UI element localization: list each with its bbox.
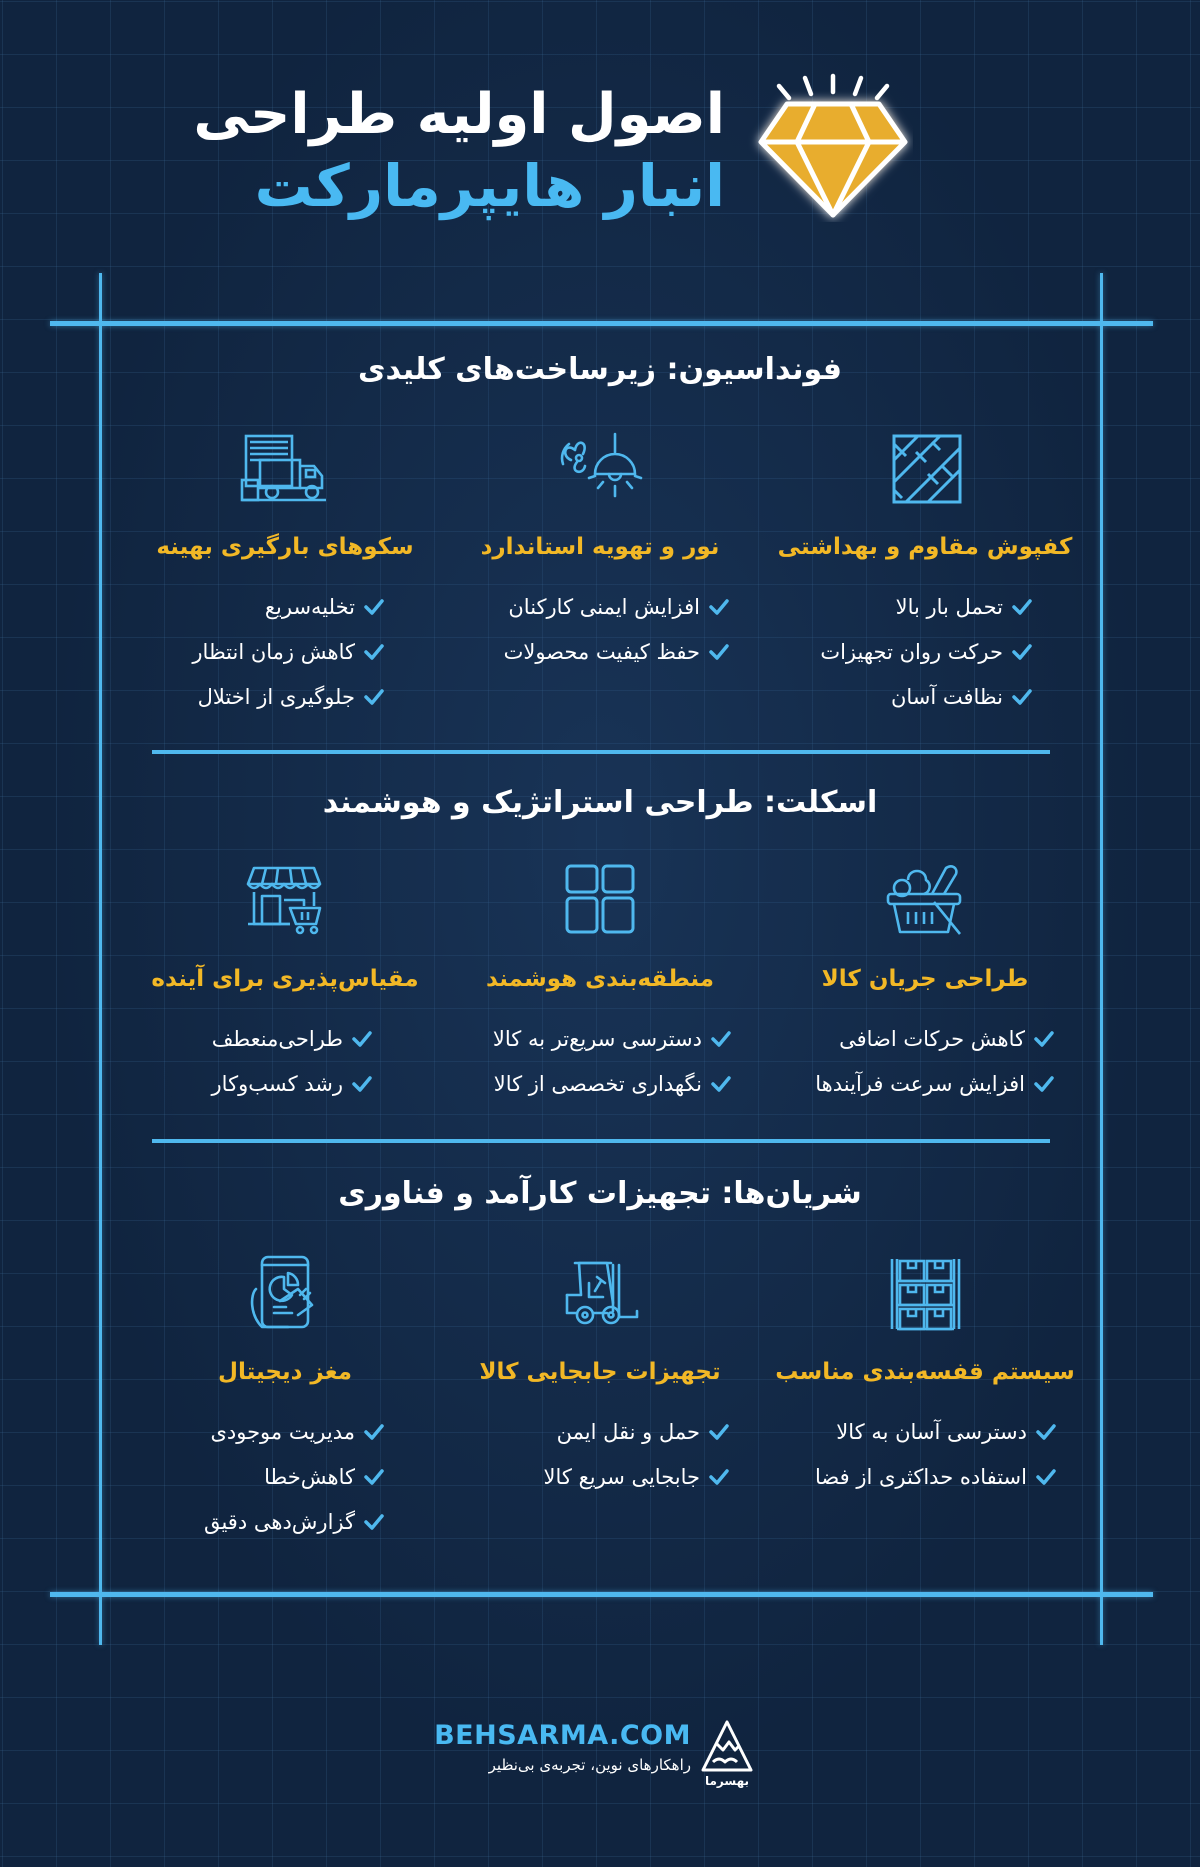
check-icon — [708, 598, 730, 616]
page-subtitle: انبار هایپرمارکت — [254, 152, 725, 220]
check-icon — [710, 1075, 732, 1093]
card-flooring — [775, 430, 1075, 719]
card-lighting-ventilation — [450, 430, 750, 674]
frame-line-left — [99, 273, 102, 1645]
list-item: جابجایی سریع کالا — [450, 1454, 730, 1499]
list-item: طراحی‌منعطف — [135, 1016, 373, 1061]
forklift-icon — [555, 1255, 645, 1335]
section-title-foundation: فونداسیون: زیرساخت‌های کلیدی — [357, 352, 843, 387]
list-item: کاهش زمان انتظار — [135, 629, 385, 674]
card-scalability — [135, 862, 435, 1106]
section-divider — [152, 750, 1050, 754]
list-item: رشد کسب‌وکار — [135, 1061, 373, 1106]
bullet-list — [135, 1016, 435, 1106]
list-item: جلوگیری از اختلال — [135, 674, 385, 719]
check-icon — [1011, 688, 1033, 706]
card-shelving-system — [775, 1255, 1075, 1499]
check-icon — [363, 688, 385, 706]
list-item: تخلیه‌سریع — [135, 584, 385, 629]
card-loading-docks — [135, 430, 435, 719]
check-icon — [363, 643, 385, 661]
brand-url[interactable]: BEHSARMA.COM — [434, 1720, 691, 1751]
list-item: کاهش‌خطا — [135, 1454, 385, 1499]
card-title: نور و تهویه استاندارد — [480, 534, 720, 560]
check-icon — [363, 1468, 385, 1486]
list-item: دسترسی سریع‌تر به کالا — [450, 1016, 732, 1061]
card-handling-equipment — [450, 1255, 750, 1499]
list-item: کاهش حرکات اضافی — [775, 1016, 1055, 1061]
list-item: حرکت روان تجهیزات — [775, 629, 1033, 674]
floor-tiles-icon — [880, 430, 970, 510]
list-item: حمل و نقل ایمن — [450, 1409, 730, 1454]
check-icon — [1033, 1030, 1055, 1048]
card-title: سیستم قفسه‌بندی مناسب — [775, 1359, 1075, 1385]
bullet-list — [450, 1409, 750, 1499]
card-title: منطقه‌بندی هوشمند — [485, 966, 714, 992]
check-icon — [351, 1030, 373, 1048]
card-title: مقیاس‌پذیری برای آینده — [151, 966, 419, 992]
frame-line-right — [1100, 273, 1103, 1645]
list-item: افزایش ایمنی کارکنان — [450, 584, 730, 629]
check-icon — [363, 1423, 385, 1441]
check-icon — [1035, 1468, 1057, 1486]
loading-dock-truck-icon — [240, 430, 330, 510]
section-divider — [152, 1139, 1050, 1143]
section-title-arteries: شریان‌ها: تجهیزات کارآمد و فناوری — [338, 1176, 862, 1211]
page-title: اصول اولیه طراحی — [193, 82, 725, 147]
footer — [434, 1718, 755, 1798]
list-item: گزارش‌دهی دقیق — [135, 1499, 385, 1544]
zoning-grid-icon — [555, 862, 645, 942]
fan-and-lamp-icon — [555, 430, 645, 510]
check-icon — [363, 598, 385, 616]
list-item: نظافت آسان — [775, 674, 1033, 719]
tablet-analytics-icon — [240, 1255, 330, 1335]
check-icon — [710, 1030, 732, 1048]
check-icon — [1033, 1075, 1055, 1093]
frame-line-bottom — [50, 1592, 1153, 1597]
brand-tagline: راهکارهای نوین، تجربه‌ی بی‌نظیر — [488, 1756, 691, 1774]
list-item: افزایش سرعت فرآیندها — [775, 1061, 1055, 1106]
card-digital-brain — [135, 1255, 435, 1544]
bullet-list — [135, 1409, 435, 1544]
card-title: تجهیزات جابجایی کالا — [479, 1359, 721, 1385]
grocery-basket-icon — [880, 862, 970, 942]
check-icon — [351, 1075, 373, 1093]
list-item: تحمل بار بالا — [775, 584, 1033, 629]
shelving-boxes-icon — [880, 1255, 970, 1335]
bullet-list — [135, 584, 435, 719]
card-title: سکوهای بارگیری بهینه — [156, 534, 414, 560]
bullet-list — [450, 1016, 750, 1106]
card-smart-zoning — [450, 862, 750, 1106]
list-item: حفظ کیفیت محصولات — [450, 629, 730, 674]
list-item: دسترسی آسان به کالا — [775, 1409, 1057, 1454]
list-item: نگهداری تخصصی از کالا — [450, 1061, 732, 1106]
card-goods-flow — [775, 862, 1075, 1106]
list-item: استفاده حداکثری از فضا — [775, 1454, 1057, 1499]
card-title: طراحی جریان کالا — [821, 966, 1029, 992]
frame-line-top — [50, 321, 1153, 326]
card-title: مغز دیجیتال — [218, 1359, 352, 1385]
check-icon — [1011, 643, 1033, 661]
card-title: کفپوش مقاوم و بهداشتی — [777, 534, 1073, 560]
list-item: مدیریت موجودی — [135, 1409, 385, 1454]
bullet-list — [450, 584, 750, 674]
diamond-icon — [745, 72, 913, 222]
check-icon — [708, 643, 730, 661]
check-icon — [708, 1468, 730, 1486]
bullet-list — [775, 584, 1075, 719]
bullet-list — [775, 1016, 1075, 1106]
check-icon — [1035, 1423, 1057, 1441]
check-icon — [1011, 598, 1033, 616]
storefront-cart-icon — [240, 862, 330, 942]
bullet-list — [775, 1409, 1075, 1499]
logo-text: بهسرما — [704, 1774, 749, 1788]
check-icon — [708, 1423, 730, 1441]
section-title-skeleton: اسکلت: طراحی استراتژیک و هوشمند — [322, 785, 878, 820]
check-icon — [363, 1513, 385, 1531]
